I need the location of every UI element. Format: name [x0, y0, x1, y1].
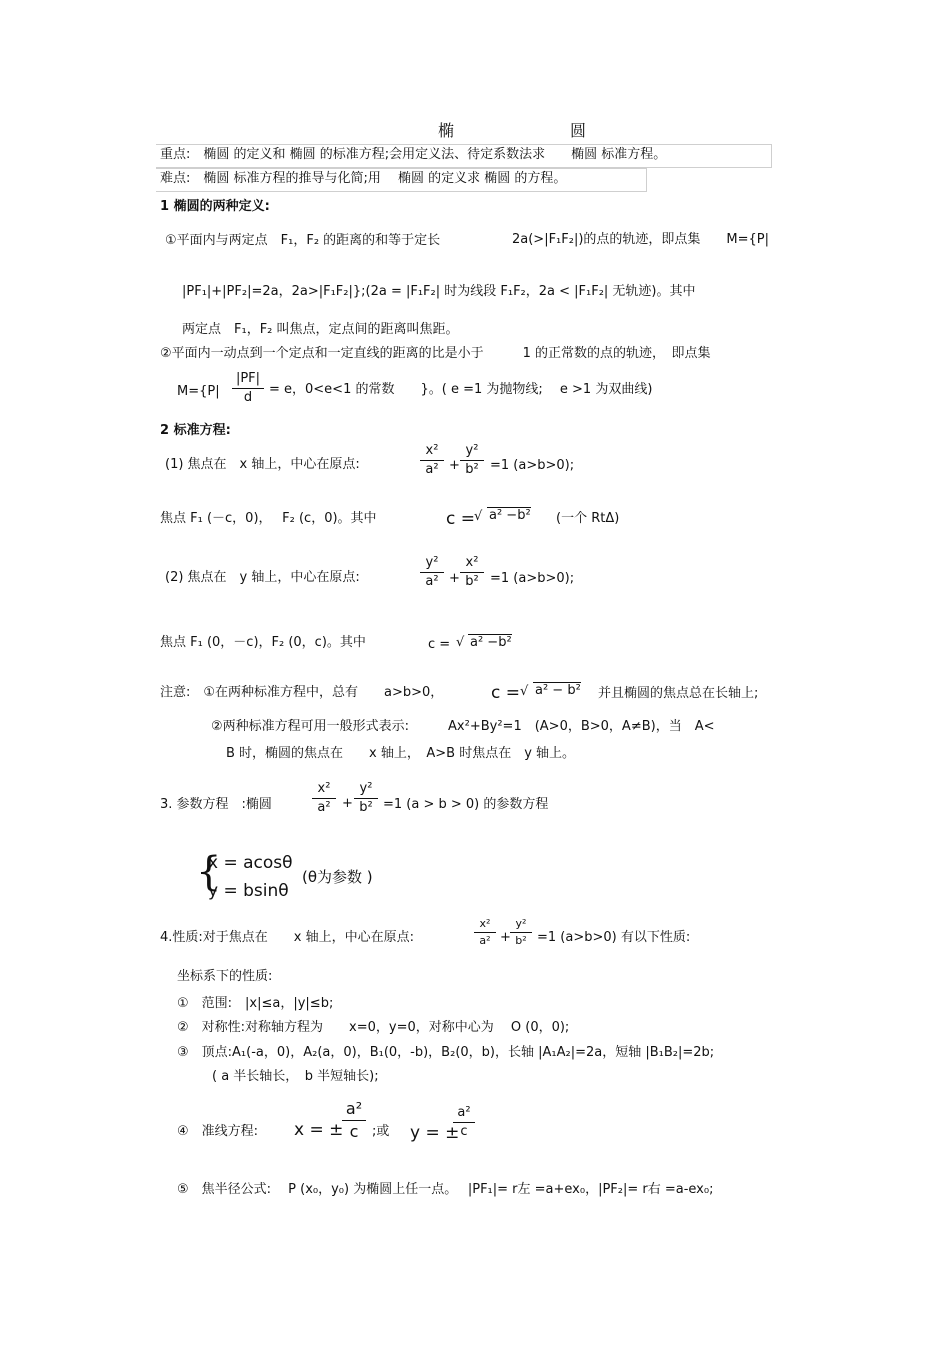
numerator: y² — [359, 781, 373, 796]
difficulty-line: 难点: 椭圆 标准方程的推导与化简;用 椭圆 的定义求 椭圆 的方程。 — [160, 171, 567, 186]
case-2-fraction-x — [460, 556, 484, 590]
denominator: c — [349, 1121, 359, 1141]
numerator: a² — [345, 1099, 363, 1118]
definition-2-set-start: M={P| — [177, 384, 220, 399]
section-3-equation-tail: =1 (a > b > 0) 的参数方程 — [383, 797, 549, 812]
case-1-fraction-y — [460, 444, 484, 478]
fraction-bar — [232, 388, 264, 389]
directrix-y: y = ± — [410, 1123, 460, 1143]
parametric-x: x = acosθ — [208, 853, 293, 873]
plus-sign: + — [449, 571, 460, 586]
property-directrix-label: ④ 准线方程: — [177, 1124, 259, 1139]
plus-sign: + — [342, 796, 353, 811]
property-range: ① 范围: |x|≤a，|y|≤b; — [177, 996, 334, 1011]
denominator: a² — [479, 934, 491, 948]
fraction-bar — [420, 572, 444, 573]
case-1-c-label: c = — [446, 509, 475, 529]
numerator: y² — [465, 443, 479, 458]
section-4-label: 4.性质:对于焦点在 x 轴上，中心在原点: — [160, 930, 414, 945]
ratio-fraction — [232, 372, 264, 406]
section-4-fraction-y — [510, 918, 532, 947]
numerator: x² — [317, 781, 331, 796]
section-2-heading: 2 标准方程: — [160, 423, 231, 438]
case-1-label: (1) 焦点在 x 轴上，中心在原点: — [165, 457, 360, 472]
note-1-radicand: a² − b² — [535, 683, 581, 698]
case-2-foci: 焦点 F₁ (0，－c)，F₂ (0，c)。其中 — [160, 635, 366, 650]
section-4-subheading: 坐标系下的性质: — [177, 969, 273, 984]
parametric-note: (θ为参数 ) — [302, 868, 373, 886]
numerator: a² — [457, 1105, 471, 1120]
directrix-or: ;或 — [372, 1124, 390, 1139]
case-1-radicand: a² −b² — [489, 508, 531, 523]
numerator: y² — [515, 917, 527, 930]
section-3-fraction-x — [312, 782, 336, 816]
note-1-start: 注意: ①在两种标准方程中，总有 a>b>0， — [160, 685, 444, 700]
case-2-c-label: c = — [428, 637, 451, 652]
fraction-bar — [474, 932, 496, 933]
fraction-bar — [460, 460, 484, 461]
radical-sign: √ — [474, 509, 483, 524]
fraction-bar — [510, 932, 532, 933]
parametric-y: y = bsinθ — [208, 881, 289, 901]
denominator: b² — [465, 462, 479, 478]
system-brace: { — [196, 849, 222, 895]
property-focal-radius: ⑤ 焦半径公式: P (x₀，y₀) 为椭圆上任一点。 |PF₁|= r左 =a+ex₀，|PF₂|= r右 =a-ex₀; — [177, 1182, 714, 1197]
plus-sign: + — [449, 458, 460, 473]
fraction-bar — [342, 1120, 366, 1121]
case-2-radicand: a² −b² — [470, 635, 512, 650]
fraction-bar — [354, 798, 378, 799]
numerator: x² — [479, 917, 491, 930]
section-3-label: 3. 参数方程 :椭圆 — [160, 797, 272, 812]
section-4-equation-tail: =1 (a>b>0) 有以下性质: — [537, 930, 691, 945]
numerator: y² — [425, 555, 439, 570]
page-title: 椭 圆 — [438, 121, 615, 140]
radical-sign: √ — [520, 684, 529, 699]
definition-1-line-a: ①平面内与两定点 F₁，F₂ 的距离的和等于定长 — [165, 233, 441, 248]
case-1-note: (一个 RtΔ) — [556, 511, 620, 526]
ratio-numerator: |PF| — [235, 371, 261, 386]
case-2-fraction-y — [420, 556, 444, 590]
property-vertices: ③ 顶点:A₁(-a，0)，A₂(a，0)，B₁(0，-b)，B₂(0，b)，长轴 |A₁A₂|=2a，短轴 |B₁B₂|=2b; — [177, 1045, 715, 1060]
directrix-fraction-x — [342, 1100, 366, 1140]
fraction-bar — [312, 798, 336, 799]
note-1-end: 并且椭圆的焦点总在长轴上; — [598, 686, 759, 701]
fraction-bar — [460, 572, 484, 573]
note-2-line-b: B 时，椭圆的焦点在 x 轴上， A>B 时焦点在 y 轴上。 — [226, 746, 576, 761]
denominator: b² — [359, 800, 373, 816]
numerator: x² — [465, 555, 479, 570]
case-2-equation-tail: =1 (a>b>0); — [490, 571, 575, 586]
ratio-denominator: d — [243, 390, 253, 406]
case-1-foci: 焦点 F₁ (－c，0)， F₂ (c，0)。其中 — [160, 511, 377, 526]
note-1-c-label: c = — [491, 683, 520, 703]
case-1-fraction-x — [420, 444, 444, 478]
property-symmetry: ② 对称性:对称轴方程为 x=0，y=0，对称中心为 O (0，0); — [177, 1020, 570, 1035]
property-vertices-note: ( a 半长轴长， b 半短轴长); — [212, 1069, 379, 1084]
case-2-label: (2) 焦点在 y 轴上，中心在原点: — [165, 570, 360, 585]
denominator: a² — [317, 800, 331, 816]
numerator: x² — [425, 443, 439, 458]
denominator: a² — [425, 462, 439, 478]
definition-1-line-b: 2a(>|F₁F₂|)的点的轨迹，即点集 M={P| — [512, 232, 770, 247]
definition-2-line-a: ②平面内一动点到一个定点和一定直线的距离的比是小于 1 的正常数的点的轨迹， 即点集 — [160, 346, 711, 361]
definition-2-line-b: = e，0<e<1 的常数 }。( e =1 为抛物线; e >1 为双曲线) — [269, 382, 653, 397]
plus-sign: + — [500, 930, 511, 945]
note-2-line-a: ②两种标准方程可用一般形式表示: Ax²+By²=1 (A>0，B>0，A≠B)，当 A< — [211, 719, 715, 734]
section-3-fraction-y — [354, 782, 378, 816]
radical-sign: √ — [456, 635, 465, 650]
denominator: a² — [425, 574, 439, 590]
focus-line: 重点: 椭圆 的定义和 椭圆 的标准方程;会用定义法、待定系数法求 椭圆 标准方程。 — [160, 147, 667, 162]
section-1-heading: 1 椭圆的两种定义: — [160, 199, 270, 214]
definition-1-line-c: |PF₁|+|PF₂|=2a，2a>|F₁F₂|};(2a = |F₁F₂| 时为线段 F₁F₂，2a < |F₁F₂| 无轨迹)。其中 — [182, 284, 696, 299]
fraction-bar — [420, 460, 444, 461]
fraction-bar — [453, 1122, 475, 1123]
denominator: b² — [515, 934, 527, 948]
definition-1-line-d: 两定点 F₁，F₂ 叫焦点，定点间的距离叫焦距。 — [182, 322, 459, 337]
denominator: c — [460, 1124, 468, 1140]
section-4-fraction-x — [474, 918, 496, 947]
case-1-equation-tail: =1 (a>b>0); — [490, 458, 575, 473]
directrix-x: x = ± — [294, 1120, 344, 1140]
directrix-fraction-y — [453, 1106, 475, 1140]
denominator: b² — [465, 574, 479, 590]
